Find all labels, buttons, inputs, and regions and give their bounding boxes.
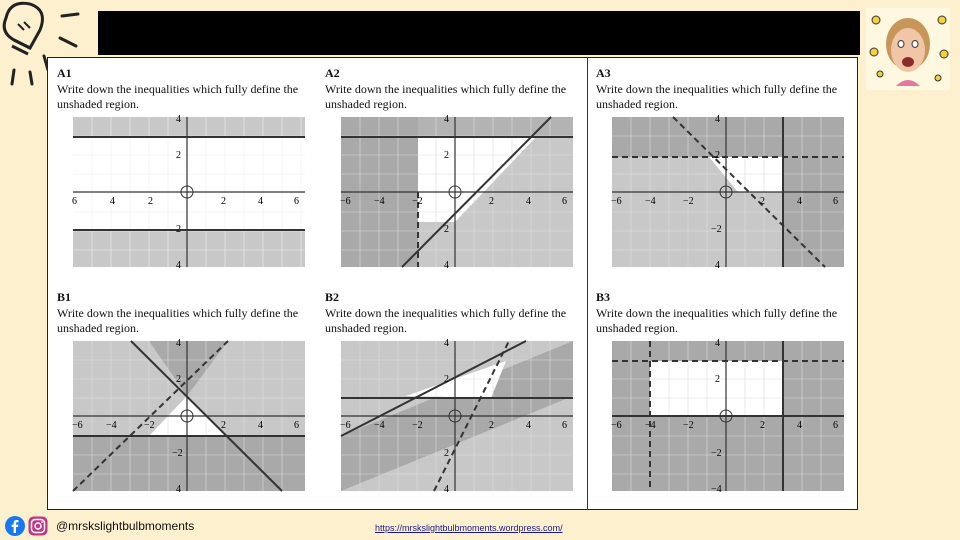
x-tick: 6	[562, 420, 567, 431]
question-text: Write down the inequalities which fully define the unshaded region.	[57, 82, 299, 111]
graph-a3-svg	[597, 112, 851, 272]
title-bar	[98, 11, 860, 55]
x-tick: −4	[374, 420, 385, 431]
x-tick: 6	[833, 196, 838, 207]
y-tick: 2	[176, 374, 181, 385]
x-tick: 4	[526, 196, 531, 207]
y-tick: 2	[444, 374, 449, 385]
y-tick: 2	[444, 224, 449, 235]
y-tick: −2	[711, 224, 722, 235]
blog-link[interactable]: https://mrskslightbulbmoments.wordpress.com/	[375, 523, 563, 533]
x-tick: −4	[645, 420, 656, 431]
y-tick: 4	[176, 260, 181, 271]
x-tick: −2	[412, 196, 423, 207]
y-tick: 2	[444, 448, 449, 459]
question-id: B1	[57, 290, 72, 304]
x-tick: 2	[489, 420, 494, 431]
x-tick: 2	[221, 196, 226, 207]
x-tick: −2	[412, 420, 423, 431]
teacher-photo	[866, 8, 950, 90]
question-text: Write down the inequalities which fully define the unshaded region.	[325, 82, 567, 111]
question-id: B3	[596, 290, 611, 304]
question-id: B2	[325, 290, 340, 304]
worksheet	[47, 57, 858, 510]
x-tick: −2	[144, 420, 155, 431]
question-b3	[589, 284, 857, 509]
y-tick: 4	[176, 338, 181, 349]
x-tick: 6	[562, 196, 567, 207]
question-text: Write down the inequalities which fully define the unshaded region.	[596, 306, 838, 335]
y-tick: 2	[715, 374, 720, 385]
y-tick: 4	[176, 114, 181, 125]
x-tick: 2	[760, 196, 765, 207]
question-a1	[50, 60, 318, 285]
x-tick: −6	[611, 420, 622, 431]
y-tick: 2	[176, 224, 181, 235]
question-a3	[589, 60, 857, 285]
x-tick: 4	[797, 196, 802, 207]
x-tick: −2	[683, 196, 694, 207]
question-text: Write down the inequalities which fully define the unshaded region.	[325, 306, 567, 335]
y-tick: 4	[176, 484, 181, 495]
x-tick: 2	[760, 420, 765, 431]
x-tick: 4	[797, 420, 802, 431]
question-id: A3	[596, 66, 611, 80]
y-tick: 4	[444, 484, 449, 495]
graph-b2-svg	[326, 336, 580, 496]
instagram-icon[interactable]	[28, 516, 48, 536]
question-a2	[318, 60, 586, 285]
y-tick: 2	[176, 150, 181, 161]
graph-b2	[326, 336, 580, 496]
y-tick: 4	[444, 260, 449, 271]
graph-a1-svg	[58, 112, 312, 272]
y-tick: 4	[715, 114, 720, 125]
question-text: Write down the inequalities which fully define the unshaded region.	[596, 82, 838, 111]
question-text: Write down the inequalities which fully define the unshaded region.	[57, 306, 299, 335]
graph-b1-svg	[58, 336, 312, 496]
y-tick: 4	[715, 260, 720, 271]
x-tick: 4	[258, 196, 263, 207]
graph-a3	[597, 112, 851, 272]
question-b1	[50, 284, 318, 509]
x-tick: −6	[72, 420, 83, 431]
x-tick: 2	[221, 420, 226, 431]
x-tick: 4	[258, 420, 263, 431]
x-tick: −2	[683, 420, 694, 431]
question-b2	[318, 284, 586, 509]
x-tick: 2	[489, 196, 494, 207]
graph-a1	[58, 112, 312, 272]
divider-line	[587, 58, 588, 510]
x-tick: −6	[340, 196, 351, 207]
x-tick: 6	[294, 196, 299, 207]
graph-b3	[597, 336, 851, 496]
x-tick: 4	[526, 420, 531, 431]
x-tick: 6	[294, 420, 299, 431]
x-tick: −4	[645, 196, 656, 207]
social-handle: @mrskslightbulbmoments	[56, 519, 195, 533]
graph-b3-svg	[597, 336, 851, 496]
graph-a2	[326, 112, 580, 272]
y-tick: 4	[715, 338, 720, 349]
question-id: A1	[57, 66, 72, 80]
y-tick: −2	[711, 448, 722, 459]
x-tick: −4	[106, 420, 117, 431]
x-tick: −4	[374, 196, 385, 207]
y-tick: 2	[444, 150, 449, 161]
x-tick: 2	[148, 196, 153, 207]
question-id: A2	[325, 66, 340, 80]
y-tick: −4	[711, 484, 722, 495]
graph-b1	[58, 336, 312, 496]
x-tick: −6	[340, 420, 351, 431]
y-tick: −2	[172, 448, 183, 459]
y-tick: 2	[715, 150, 720, 161]
y-tick: 4	[444, 114, 449, 125]
x-tick: 4	[110, 196, 115, 207]
x-tick: 6	[833, 420, 838, 431]
y-tick: 4	[444, 338, 449, 349]
graph-a2-svg	[326, 112, 580, 272]
x-tick: −6	[611, 196, 622, 207]
facebook-icon[interactable]	[5, 516, 25, 536]
x-tick: 6	[72, 196, 77, 207]
